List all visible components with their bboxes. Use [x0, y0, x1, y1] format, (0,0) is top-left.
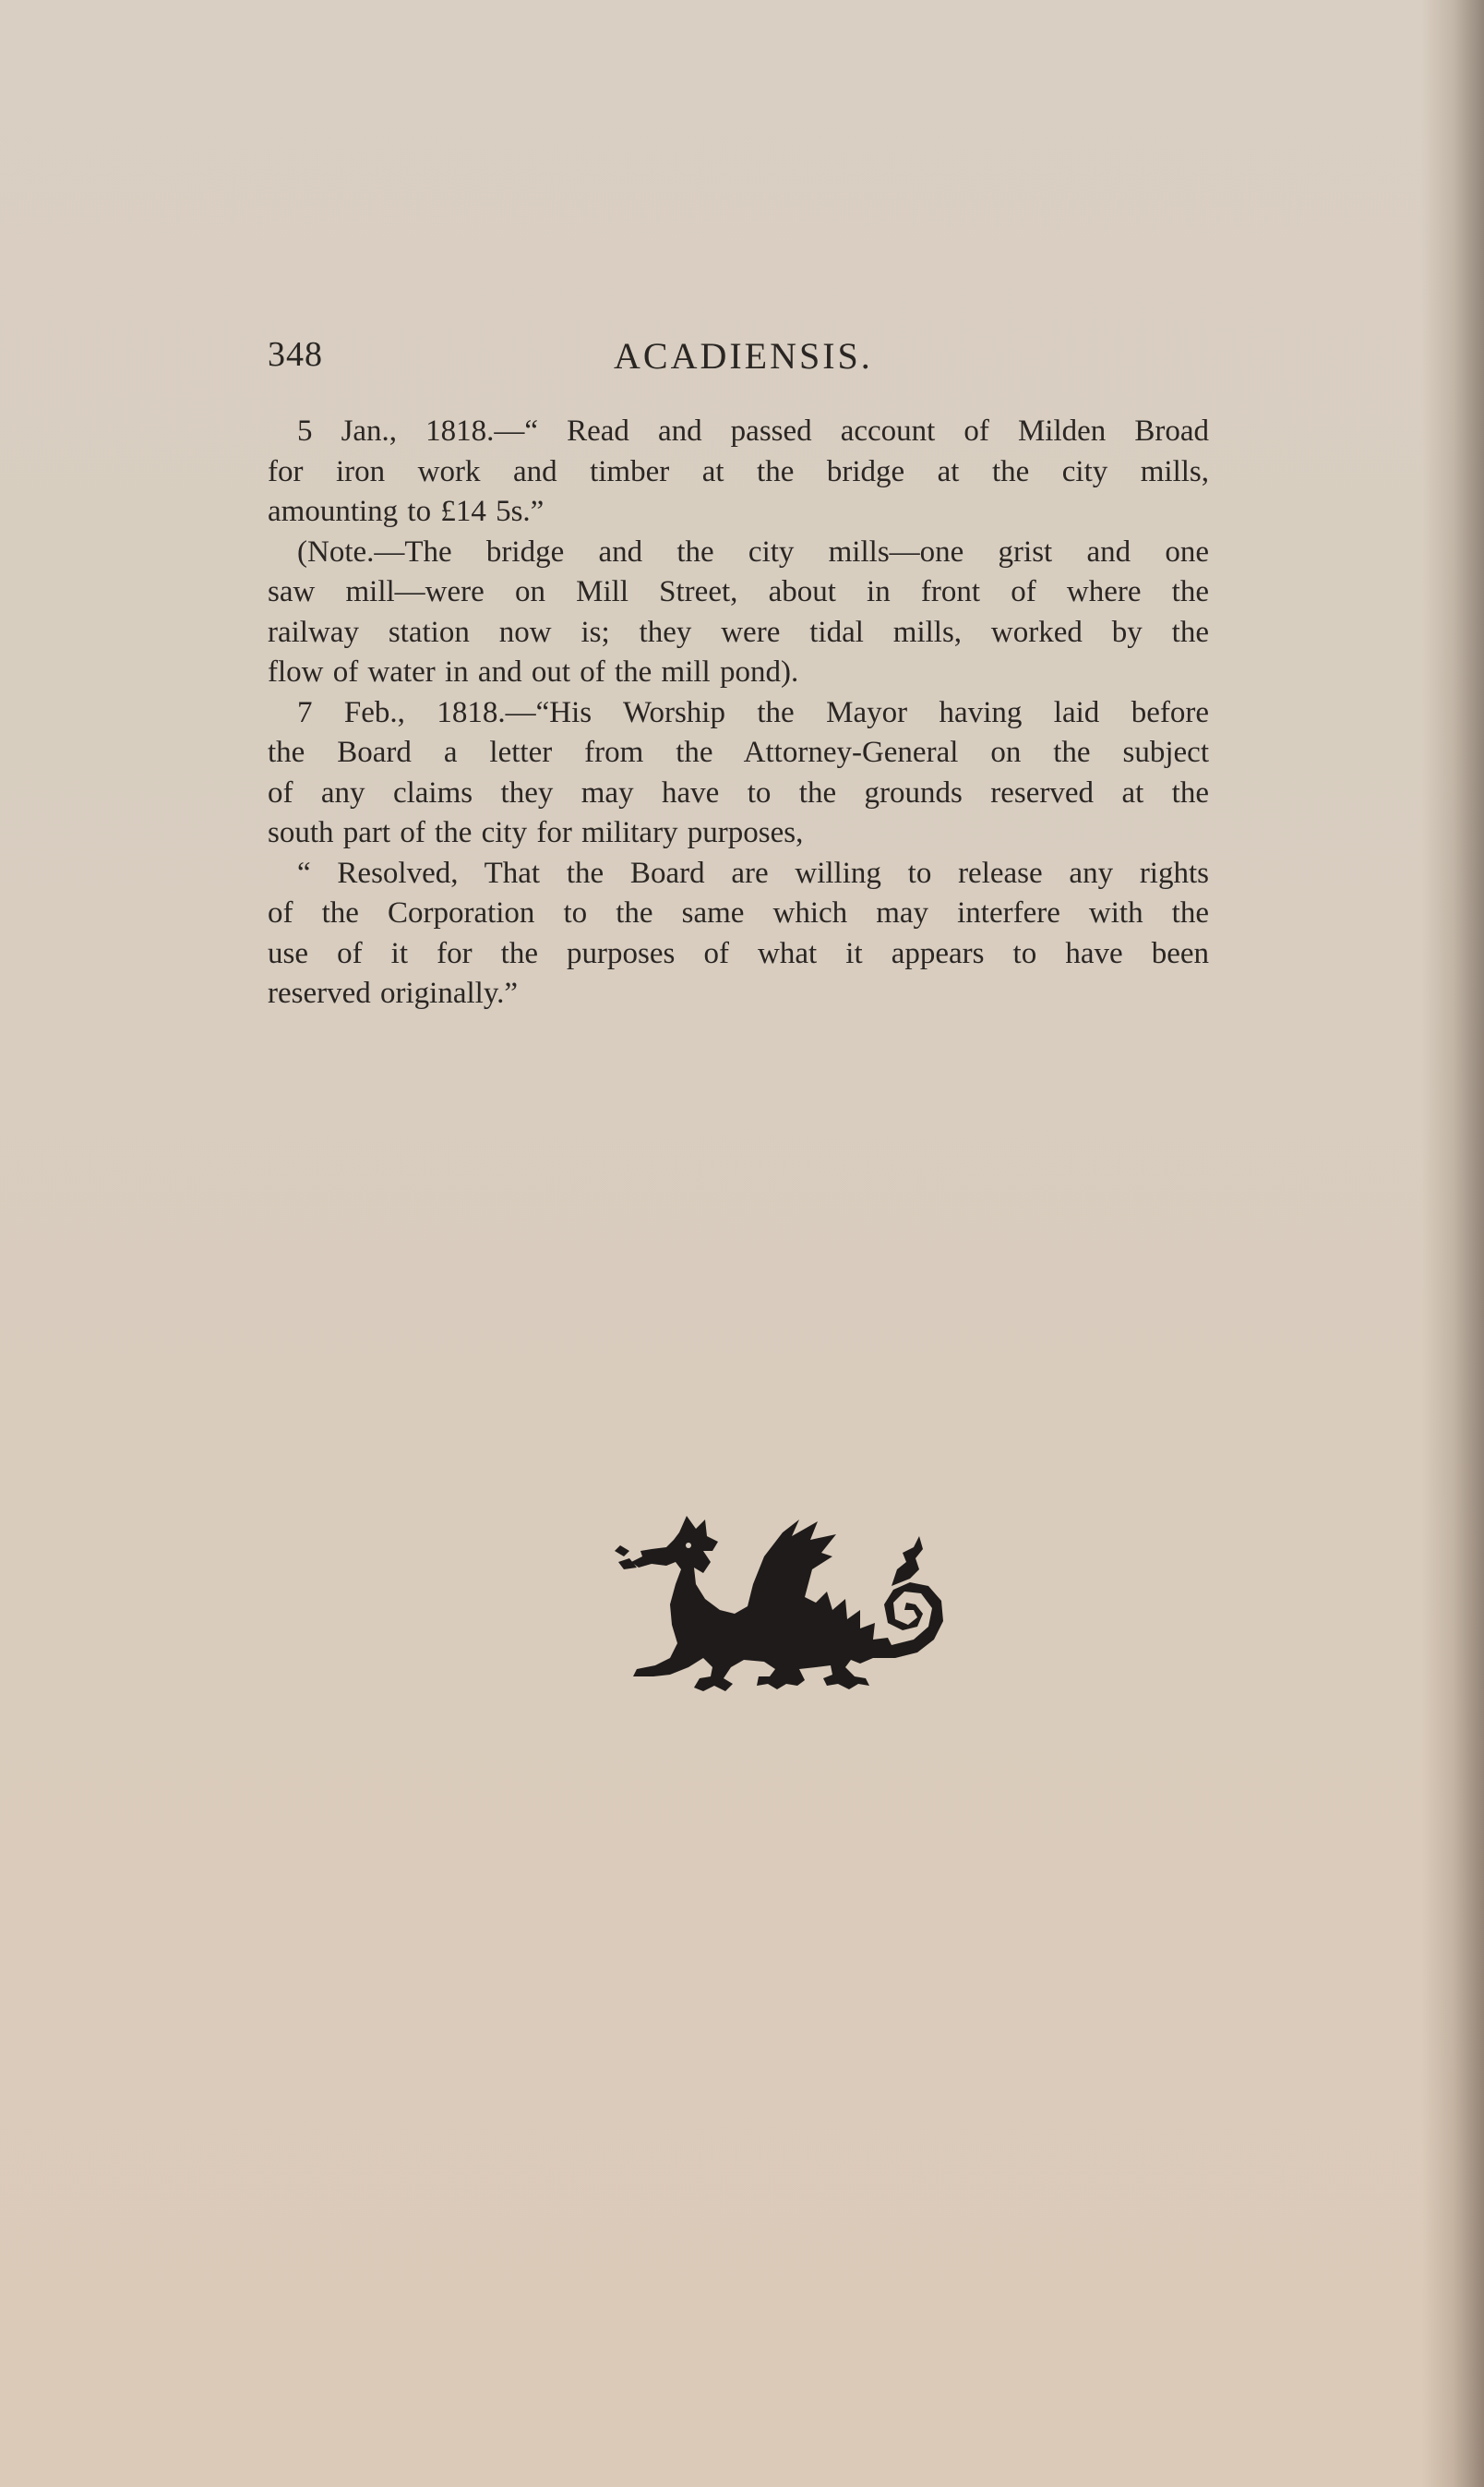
text-line: saw mill—were on Mill Street, about in front of where the: [268, 575, 1209, 608]
text-line: 5 Jan., 1818.—“ Read and passed account of Milden Broad: [297, 414, 1209, 448]
page-number: 348: [268, 335, 323, 374]
running-title: ACADIENSIS.: [614, 335, 873, 377]
dragon-icon: [522, 1496, 969, 1772]
body-text: [268, 412, 1209, 1015]
text-line: reserved originally.”: [268, 977, 519, 1010]
text-line: amounting to £14 5s.”: [268, 495, 545, 528]
text-line: “ Resolved, That the Board are willing to release any rights: [297, 856, 1209, 890]
text-line: of the Corporation to the same which may interfere with the: [268, 896, 1209, 930]
text-line: railway station now is; they were tidal mills, worked by the: [268, 615, 1209, 649]
text-line: (Note.—The bridge and the city mills—one grist and one: [297, 535, 1209, 569]
text-line: use of it for the purposes of what it appears to have been: [268, 936, 1209, 970]
text-line: flow of water in and out of the mill pond).: [268, 655, 799, 689]
page-header: [268, 334, 1209, 380]
text-line: 7 Feb., 1818.—“His Worship the Mayor having laid before: [297, 695, 1209, 729]
text-line: south part of the city for military purposes,: [268, 816, 804, 849]
text-line: the Board a letter from the Attorney-General on the subject: [268, 736, 1209, 769]
text-line: of any claims they may have to the grounds reserved at the: [268, 775, 1209, 810]
text-line: for iron work and timber at the bridge at the city mills,: [268, 454, 1209, 488]
